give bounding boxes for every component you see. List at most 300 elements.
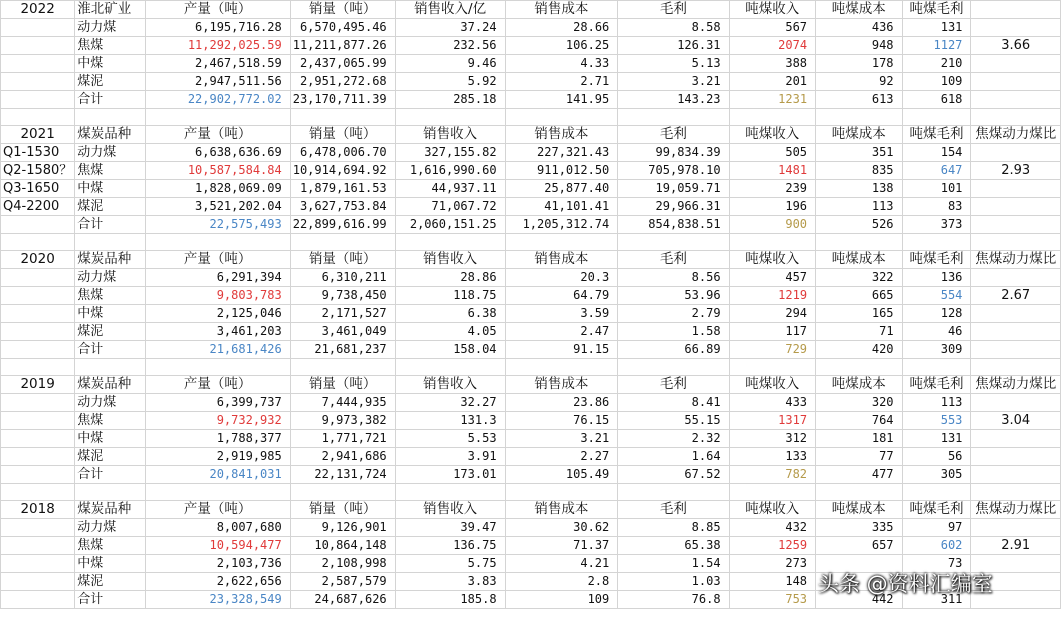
output-cell[interactable]: 2,125,046: [145, 305, 290, 323]
empty-cell[interactable]: [971, 430, 1061, 448]
output-cell[interactable]: 20,841,031: [145, 466, 290, 484]
output-cell[interactable]: 2,103,736: [145, 555, 290, 573]
column-header[interactable]: 毛利: [618, 376, 729, 394]
empty-cell[interactable]: [145, 234, 290, 251]
note-cell[interactable]: [1, 19, 75, 37]
coal-type-cell[interactable]: 焦煤: [75, 537, 145, 555]
output-cell[interactable]: 3,521,202.04: [145, 198, 290, 216]
ratio-cell[interactable]: 2.67: [971, 287, 1061, 305]
note-cell[interactable]: [1, 448, 75, 466]
cost_t-cell[interactable]: 526: [816, 216, 903, 234]
ratio-cell[interactable]: 3.66: [971, 37, 1061, 55]
cost_t-cell[interactable]: 420: [816, 341, 903, 359]
empty-cell[interactable]: [902, 234, 971, 251]
cost-cell[interactable]: 2.47: [505, 323, 618, 341]
empty-cell[interactable]: [971, 519, 1061, 537]
profit-cell[interactable]: 53.96: [618, 287, 729, 305]
sales-cell[interactable]: 6,478,006.70: [290, 144, 395, 162]
column-header[interactable]: 吨煤毛利: [902, 126, 971, 144]
coal-type-cell[interactable]: 动力煤: [75, 394, 145, 412]
output-cell[interactable]: 11,292,025.59: [145, 37, 290, 55]
revenue-cell[interactable]: 32.27: [395, 394, 505, 412]
cost_t-cell[interactable]: 181: [816, 430, 903, 448]
rev_t-cell[interactable]: 133: [729, 448, 816, 466]
profit-cell[interactable]: 1.58: [618, 323, 729, 341]
rev_t-cell[interactable]: 2074: [729, 37, 816, 55]
column-header[interactable]: 销售成本: [505, 126, 618, 144]
column-header[interactable]: 产量（吨）: [145, 376, 290, 394]
column-header[interactable]: 煤炭品种: [75, 376, 145, 394]
sales-cell[interactable]: 9,973,382: [290, 412, 395, 430]
rev_t-cell[interactable]: 239: [729, 180, 816, 198]
empty-cell[interactable]: [1, 234, 75, 251]
profit-cell[interactable]: 55.15: [618, 412, 729, 430]
sales-cell[interactable]: 2,171,527: [290, 305, 395, 323]
coal-type-cell[interactable]: 煤泥: [75, 198, 145, 216]
sales-cell[interactable]: 3,627,753.84: [290, 198, 395, 216]
profit_t-cell[interactable]: 101: [902, 180, 971, 198]
empty-cell[interactable]: [971, 55, 1061, 73]
empty-cell[interactable]: [1, 109, 75, 126]
cost-cell[interactable]: 2.8: [505, 573, 618, 591]
note-cell[interactable]: [1, 591, 75, 609]
note-cell[interactable]: [1, 55, 75, 73]
revenue-cell[interactable]: 4.05: [395, 323, 505, 341]
column-header[interactable]: 吨煤成本: [816, 126, 903, 144]
cost-cell[interactable]: 105.49: [505, 466, 618, 484]
profit-cell[interactable]: 8.58: [618, 19, 729, 37]
output-cell[interactable]: 8,007,680: [145, 519, 290, 537]
column-header[interactable]: 销售收入: [395, 251, 505, 269]
coal-type-cell[interactable]: 合计: [75, 91, 145, 109]
coal-type-cell[interactable]: 煤泥: [75, 573, 145, 591]
cost-cell[interactable]: 1,205,312.74: [505, 216, 618, 234]
note-cell[interactable]: [1, 466, 75, 484]
profit-cell[interactable]: 8.85: [618, 519, 729, 537]
column-header[interactable]: 吨煤毛利: [902, 501, 971, 519]
rev_t-cell[interactable]: 505: [729, 144, 816, 162]
cost-cell[interactable]: 3.21: [505, 430, 618, 448]
cost-cell[interactable]: 4.21: [505, 555, 618, 573]
rev_t-cell[interactable]: 432: [729, 519, 816, 537]
column-header[interactable]: 毛利: [618, 501, 729, 519]
empty-cell[interactable]: [902, 359, 971, 376]
output-cell[interactable]: 10,594,477: [145, 537, 290, 555]
column-header[interactable]: 吨煤毛利: [902, 251, 971, 269]
cost_t-cell[interactable]: 613: [816, 91, 903, 109]
profit-cell[interactable]: 66.89: [618, 341, 729, 359]
sales-cell[interactable]: 22,131,724: [290, 466, 395, 484]
column-header[interactable]: 产量（吨）: [145, 1, 290, 19]
empty-cell[interactable]: [618, 234, 729, 251]
cost_t-cell[interactable]: 764: [816, 412, 903, 430]
coal-type-cell[interactable]: 合计: [75, 466, 145, 484]
empty-cell[interactable]: [1, 484, 75, 501]
cost-cell[interactable]: 64.79: [505, 287, 618, 305]
sales-cell[interactable]: 24,687,626: [290, 591, 395, 609]
empty-cell[interactable]: [902, 109, 971, 126]
output-cell[interactable]: 6,399,737: [145, 394, 290, 412]
profit-cell[interactable]: 1.54: [618, 555, 729, 573]
revenue-cell[interactable]: 28.86: [395, 269, 505, 287]
coal-type-cell[interactable]: 动力煤: [75, 519, 145, 537]
column-header[interactable]: 销售收入: [395, 126, 505, 144]
profit_t-cell[interactable]: 128: [902, 305, 971, 323]
profit-cell[interactable]: 8.56: [618, 269, 729, 287]
note-cell[interactable]: Q1-1530: [1, 144, 75, 162]
coal-type-cell[interactable]: 中煤: [75, 55, 145, 73]
revenue-cell[interactable]: 173.01: [395, 466, 505, 484]
empty-cell[interactable]: [395, 109, 505, 126]
profit_t-cell[interactable]: 154: [902, 144, 971, 162]
empty-cell[interactable]: [971, 234, 1061, 251]
note-cell[interactable]: Q4-2200: [1, 198, 75, 216]
cost_t-cell[interactable]: 665: [816, 287, 903, 305]
coal-type-cell[interactable]: 焦煤: [75, 162, 145, 180]
output-cell[interactable]: 2,919,985: [145, 448, 290, 466]
column-header[interactable]: 销售成本: [505, 501, 618, 519]
empty-cell[interactable]: [971, 216, 1061, 234]
column-header[interactable]: 销售收入: [395, 501, 505, 519]
profit_t-cell[interactable]: 602: [902, 537, 971, 555]
revenue-cell[interactable]: 5.75: [395, 555, 505, 573]
output-cell[interactable]: 6,195,716.28: [145, 19, 290, 37]
column-header[interactable]: 销售收入: [395, 376, 505, 394]
column-header[interactable]: 销量（吨）: [290, 251, 395, 269]
column-header[interactable]: 淮北矿业: [75, 1, 145, 19]
cost_t-cell[interactable]: 948: [816, 37, 903, 55]
coal-type-cell[interactable]: 煤泥: [75, 448, 145, 466]
coal-type-cell[interactable]: 合计: [75, 341, 145, 359]
rev_t-cell[interactable]: 273: [729, 555, 816, 573]
revenue-cell[interactable]: 118.75: [395, 287, 505, 305]
revenue-cell[interactable]: 185.8: [395, 591, 505, 609]
revenue-cell[interactable]: 5.92: [395, 73, 505, 91]
sales-cell[interactable]: 10,864,148: [290, 537, 395, 555]
note-cell[interactable]: [1, 412, 75, 430]
empty-cell[interactable]: [971, 394, 1061, 412]
sales-cell[interactable]: 11,211,877.26: [290, 37, 395, 55]
output-cell[interactable]: 22,575,493: [145, 216, 290, 234]
column-header[interactable]: 吨煤收入: [729, 1, 816, 19]
sales-cell[interactable]: 2,587,579: [290, 573, 395, 591]
empty-cell[interactable]: [290, 109, 395, 126]
cost-cell[interactable]: 3.59: [505, 305, 618, 323]
empty-cell[interactable]: [971, 323, 1061, 341]
empty-cell[interactable]: [290, 484, 395, 501]
sales-cell[interactable]: 2,108,998: [290, 555, 395, 573]
profit_t-cell[interactable]: 305: [902, 466, 971, 484]
profit_t-cell[interactable]: 554: [902, 287, 971, 305]
cost_t-cell[interactable]: 835: [816, 162, 903, 180]
rev_t-cell[interactable]: 117: [729, 323, 816, 341]
profit-cell[interactable]: 2.32: [618, 430, 729, 448]
sales-cell[interactable]: 6,310,211: [290, 269, 395, 287]
rev_t-cell[interactable]: 433: [729, 394, 816, 412]
revenue-cell[interactable]: 37.24: [395, 19, 505, 37]
empty-cell[interactable]: [816, 484, 903, 501]
note-cell[interactable]: [1, 305, 75, 323]
sales-cell[interactable]: 2,941,686: [290, 448, 395, 466]
column-header[interactable]: 销量（吨）: [290, 1, 395, 19]
sales-cell[interactable]: 9,126,901: [290, 519, 395, 537]
revenue-cell[interactable]: 5.53: [395, 430, 505, 448]
column-header[interactable]: 毛利: [618, 1, 729, 19]
column-header[interactable]: 焦煤动力煤比: [971, 376, 1061, 394]
profit_t-cell[interactable]: 553: [902, 412, 971, 430]
revenue-cell[interactable]: 2,060,151.25: [395, 216, 505, 234]
rev_t-cell[interactable]: 1481: [729, 162, 816, 180]
empty-cell[interactable]: [971, 91, 1061, 109]
profit_t-cell[interactable]: 113: [902, 394, 971, 412]
column-header[interactable]: 吨煤成本: [816, 376, 903, 394]
cost-cell[interactable]: 23.86: [505, 394, 618, 412]
profit-cell[interactable]: 76.8: [618, 591, 729, 609]
empty-cell[interactable]: [505, 359, 618, 376]
empty-cell[interactable]: [971, 484, 1061, 501]
profit-cell[interactable]: 19,059.71: [618, 180, 729, 198]
profit_t-cell[interactable]: 46: [902, 323, 971, 341]
column-header[interactable]: 产量（吨）: [145, 501, 290, 519]
revenue-cell[interactable]: 136.75: [395, 537, 505, 555]
profit_t-cell[interactable]: 373: [902, 216, 971, 234]
output-cell[interactable]: 9,803,783: [145, 287, 290, 305]
note-cell[interactable]: [1, 555, 75, 573]
profit-cell[interactable]: 143.23: [618, 91, 729, 109]
empty-cell[interactable]: [1, 359, 75, 376]
coal-type-cell[interactable]: 动力煤: [75, 144, 145, 162]
profit-cell[interactable]: 1.03: [618, 573, 729, 591]
profit_t-cell[interactable]: 647: [902, 162, 971, 180]
coal-type-cell[interactable]: 焦煤: [75, 37, 145, 55]
note-cell[interactable]: [1, 341, 75, 359]
column-header[interactable]: 销量（吨）: [290, 126, 395, 144]
profit_t-cell[interactable]: 131: [902, 430, 971, 448]
cost-cell[interactable]: 106.25: [505, 37, 618, 55]
profit_t-cell[interactable]: 309: [902, 341, 971, 359]
cost-cell[interactable]: 4.33: [505, 55, 618, 73]
cost-cell[interactable]: 25,877.40: [505, 180, 618, 198]
profit_t-cell[interactable]: 210: [902, 55, 971, 73]
coal-type-cell[interactable]: 中煤: [75, 305, 145, 323]
sales-cell[interactable]: 22,899,616.99: [290, 216, 395, 234]
rev_t-cell[interactable]: 457: [729, 269, 816, 287]
profit-cell[interactable]: 3.21: [618, 73, 729, 91]
column-header[interactable]: 销量（吨）: [290, 501, 395, 519]
rev_t-cell[interactable]: 312: [729, 430, 816, 448]
empty-cell[interactable]: [75, 359, 145, 376]
rev_t-cell[interactable]: 196: [729, 198, 816, 216]
revenue-cell[interactable]: 131.3: [395, 412, 505, 430]
cost_t-cell[interactable]: 71: [816, 323, 903, 341]
revenue-cell[interactable]: 6.38: [395, 305, 505, 323]
cost_t-cell[interactable]: 113: [816, 198, 903, 216]
coal-type-cell[interactable]: 动力煤: [75, 19, 145, 37]
empty-cell[interactable]: [971, 448, 1061, 466]
column-header[interactable]: 毛利: [618, 126, 729, 144]
column-header[interactable]: 煤炭品种: [75, 126, 145, 144]
cost-cell[interactable]: 227,321.43: [505, 144, 618, 162]
revenue-cell[interactable]: 232.56: [395, 37, 505, 55]
column-header[interactable]: 吨煤成本: [816, 501, 903, 519]
profit-cell[interactable]: 67.52: [618, 466, 729, 484]
rev_t-cell[interactable]: 1259: [729, 537, 816, 555]
column-header[interactable]: 吨煤收入: [729, 251, 816, 269]
profit_t-cell[interactable]: 83: [902, 198, 971, 216]
column-header[interactable]: 焦煤动力煤比: [971, 501, 1061, 519]
sales-cell[interactable]: 10,914,694.92: [290, 162, 395, 180]
coal-type-cell[interactable]: 合计: [75, 216, 145, 234]
cost-cell[interactable]: 28.66: [505, 19, 618, 37]
note-cell[interactable]: [1, 519, 75, 537]
empty-cell[interactable]: [971, 341, 1061, 359]
profit-cell[interactable]: 29,966.31: [618, 198, 729, 216]
empty-cell[interactable]: [971, 198, 1061, 216]
cost-cell[interactable]: 109: [505, 591, 618, 609]
revenue-cell[interactable]: 285.18: [395, 91, 505, 109]
profit_t-cell[interactable]: 56: [902, 448, 971, 466]
year-cell[interactable]: 2018: [1, 501, 75, 519]
empty-cell[interactable]: [395, 359, 505, 376]
empty-cell[interactable]: [145, 109, 290, 126]
sales-cell[interactable]: 7,444,935: [290, 394, 395, 412]
empty-cell[interactable]: [75, 484, 145, 501]
column-header[interactable]: 销售成本: [505, 251, 618, 269]
revenue-cell[interactable]: 39.47: [395, 519, 505, 537]
output-cell[interactable]: 3,461,203: [145, 323, 290, 341]
empty-cell[interactable]: [816, 234, 903, 251]
empty-cell[interactable]: [816, 109, 903, 126]
revenue-cell[interactable]: 3.91: [395, 448, 505, 466]
coal-type-cell[interactable]: 中煤: [75, 555, 145, 573]
empty-cell[interactable]: [971, 269, 1061, 287]
note-cell[interactable]: [1, 537, 75, 555]
note-cell[interactable]: [1, 573, 75, 591]
cost-cell[interactable]: 71.37: [505, 537, 618, 555]
profit_t-cell[interactable]: 97: [902, 519, 971, 537]
empty-cell[interactable]: [290, 359, 395, 376]
coal-type-cell[interactable]: 煤泥: [75, 323, 145, 341]
empty-cell[interactable]: [505, 484, 618, 501]
empty-cell[interactable]: [290, 234, 395, 251]
empty-cell[interactable]: [618, 359, 729, 376]
coal-type-cell[interactable]: 焦煤: [75, 287, 145, 305]
profit-cell[interactable]: 854,838.51: [618, 216, 729, 234]
note-cell[interactable]: [1, 37, 75, 55]
column-header[interactable]: 吨煤收入: [729, 501, 816, 519]
column-header[interactable]: 焦煤动力煤比: [971, 126, 1061, 144]
coal-type-cell[interactable]: 煤泥: [75, 73, 145, 91]
column-header[interactable]: 吨煤毛利: [902, 376, 971, 394]
empty-cell[interactable]: [729, 359, 816, 376]
note-cell[interactable]: [1, 430, 75, 448]
profit-cell[interactable]: 1.64: [618, 448, 729, 466]
output-cell[interactable]: 1,828,069.09: [145, 180, 290, 198]
note-cell[interactable]: [1, 269, 75, 287]
sales-cell[interactable]: 9,738,450: [290, 287, 395, 305]
empty-cell[interactable]: [618, 484, 729, 501]
profit-cell[interactable]: 5.13: [618, 55, 729, 73]
output-cell[interactable]: 9,732,932: [145, 412, 290, 430]
cost_t-cell[interactable]: 436: [816, 19, 903, 37]
empty-cell[interactable]: [971, 359, 1061, 376]
output-cell[interactable]: 2,467,518.59: [145, 55, 290, 73]
rev_t-cell[interactable]: 294: [729, 305, 816, 323]
rev_t-cell[interactable]: 1231: [729, 91, 816, 109]
rev_t-cell[interactable]: 567: [729, 19, 816, 37]
cost_t-cell[interactable]: 335: [816, 519, 903, 537]
profit_t-cell[interactable]: 311: [902, 591, 971, 609]
output-cell[interactable]: 2,622,656: [145, 573, 290, 591]
sales-cell[interactable]: 1,771,721: [290, 430, 395, 448]
cost_t-cell[interactable]: 657: [816, 537, 903, 555]
revenue-cell[interactable]: 327,155.82: [395, 144, 505, 162]
rev_t-cell[interactable]: 1317: [729, 412, 816, 430]
rev_t-cell[interactable]: 388: [729, 55, 816, 73]
column-header[interactable]: 吨煤收入: [729, 126, 816, 144]
empty-cell[interactable]: [505, 234, 618, 251]
cost_t-cell[interactable]: 351: [816, 144, 903, 162]
column-header[interactable]: 煤炭品种: [75, 501, 145, 519]
column-header[interactable]: 销售成本: [505, 376, 618, 394]
column-header[interactable]: 销量（吨）: [290, 376, 395, 394]
cost_t-cell[interactable]: 77: [816, 448, 903, 466]
sales-cell[interactable]: 1,879,161.53: [290, 180, 395, 198]
profit-cell[interactable]: 8.41: [618, 394, 729, 412]
note-cell[interactable]: [1, 287, 75, 305]
cost-cell[interactable]: 20.3: [505, 269, 618, 287]
empty-cell[interactable]: [395, 234, 505, 251]
note-cell[interactable]: Q2-1580？: [1, 162, 75, 180]
coal-type-cell[interactable]: 合计: [75, 591, 145, 609]
revenue-cell[interactable]: 44,937.11: [395, 180, 505, 198]
revenue-cell[interactable]: 158.04: [395, 341, 505, 359]
note-cell[interactable]: [1, 323, 75, 341]
rev_t-cell[interactable]: 753: [729, 591, 816, 609]
year-cell[interactable]: 2022: [1, 1, 75, 19]
column-header[interactable]: 煤炭品种: [75, 251, 145, 269]
rev_t-cell[interactable]: 148: [729, 573, 816, 591]
sales-cell[interactable]: 21,681,237: [290, 341, 395, 359]
empty-cell[interactable]: [729, 484, 816, 501]
column-header[interactable]: 吨煤收入: [729, 376, 816, 394]
empty-cell[interactable]: [395, 484, 505, 501]
rev_t-cell[interactable]: 201: [729, 73, 816, 91]
cost-cell[interactable]: 41,101.41: [505, 198, 618, 216]
cost-cell[interactable]: 91.15: [505, 341, 618, 359]
cost_t-cell[interactable]: 138: [816, 180, 903, 198]
note-cell[interactable]: Q3-1650: [1, 180, 75, 198]
profit_t-cell[interactable]: 136: [902, 269, 971, 287]
coal-type-cell[interactable]: 中煤: [75, 430, 145, 448]
column-header[interactable]: 销售成本: [505, 1, 618, 19]
empty-cell[interactable]: [971, 109, 1061, 126]
year-cell[interactable]: 2019: [1, 376, 75, 394]
cost-cell[interactable]: 911,012.50: [505, 162, 618, 180]
coal-type-cell[interactable]: 动力煤: [75, 269, 145, 287]
empty-cell[interactable]: [971, 305, 1061, 323]
empty-cell[interactable]: [75, 109, 145, 126]
cost_t-cell[interactable]: 477: [816, 466, 903, 484]
empty-cell[interactable]: [505, 109, 618, 126]
ratio-cell[interactable]: 2.91: [971, 537, 1061, 555]
rev_t-cell[interactable]: 1219: [729, 287, 816, 305]
profit-cell[interactable]: 99,834.39: [618, 144, 729, 162]
coal-type-cell[interactable]: 中煤: [75, 180, 145, 198]
output-cell[interactable]: 10,587,584.84: [145, 162, 290, 180]
empty-cell[interactable]: [971, 180, 1061, 198]
cost-cell[interactable]: 30.62: [505, 519, 618, 537]
